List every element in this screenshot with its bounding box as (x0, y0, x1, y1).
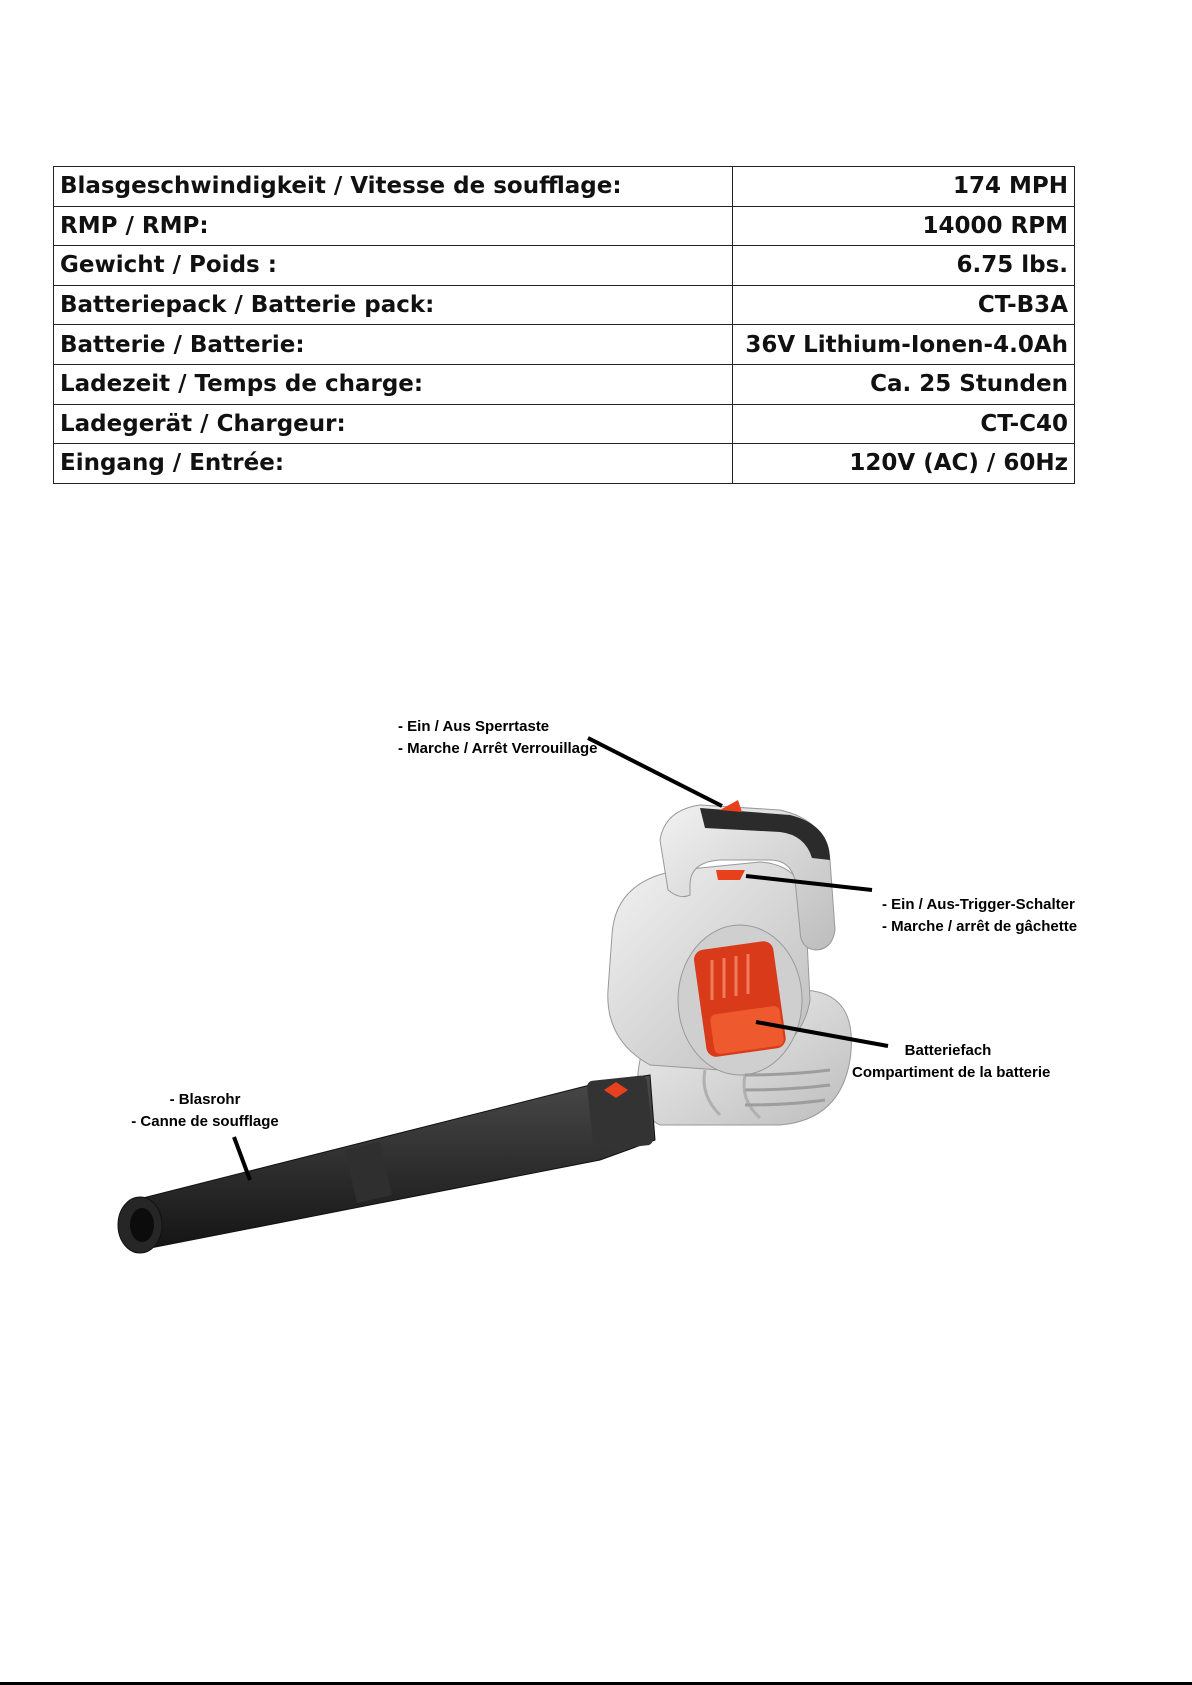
spec-value: 14000 RPM (733, 206, 1075, 246)
table-row (54, 246, 1075, 286)
table-row (54, 404, 1075, 444)
callout-trigger (882, 894, 1077, 938)
spec-value: CT-C40 (733, 404, 1075, 444)
spec-value: 6.75 lbs. (733, 246, 1075, 286)
spec-value: Ca. 25 Stunden (733, 364, 1075, 404)
spec-label: Eingang / Entrée: (54, 444, 733, 484)
spec-label: Batteriepack / Batterie pack: (54, 285, 733, 325)
callout-tube-de: - Blasrohr (169, 1091, 241, 1108)
callout-battery (852, 1040, 1051, 1084)
callout-lock-button-de: - Ein / Aus Sperrtaste (398, 718, 550, 735)
spec-label: RMP / RMP: (54, 206, 733, 246)
spec-label: Batterie / Batterie: (54, 325, 733, 365)
callout-tube (130, 1089, 280, 1133)
table-row (54, 206, 1075, 246)
callout-battery-fr: Compartiment de la batterie (852, 1064, 1051, 1081)
table-row (54, 167, 1075, 207)
spec-value: CT-B3A (733, 285, 1075, 325)
callout-lock-button-fr: - Marche / Arrêt Verrouillage (398, 740, 598, 757)
spec-value: 120V (AC) / 60Hz (733, 444, 1075, 484)
table-row (54, 325, 1075, 365)
callout-lock-button (398, 716, 598, 760)
callout-battery-de: Batteriefach (904, 1042, 992, 1059)
callout-tube-fr: - Canne de soufflage (131, 1113, 279, 1130)
callout-trigger-de: - Ein / Aus-Trigger-Schalter (882, 896, 1075, 913)
table-row (54, 285, 1075, 325)
spec-label: Gewicht / Poids : (54, 246, 733, 286)
spec-label: Blasgeschwindigkeit / Vitesse de soufflage: (54, 167, 733, 207)
callout-trigger-fr: - Marche / arrêt de gâchette (882, 918, 1078, 935)
spec-value: 36V Lithium-Ionen-4.0Ah (733, 325, 1075, 365)
spec-table (53, 166, 1075, 484)
leaf-blower-illustration (0, 700, 1192, 1280)
spec-label: Ladezeit / Temps de charge: (54, 364, 733, 404)
spec-label: Ladegerät / Chargeur: (54, 404, 733, 444)
spec-value: 174 MPH (733, 167, 1075, 207)
table-row (54, 364, 1075, 404)
table-row (54, 444, 1075, 484)
